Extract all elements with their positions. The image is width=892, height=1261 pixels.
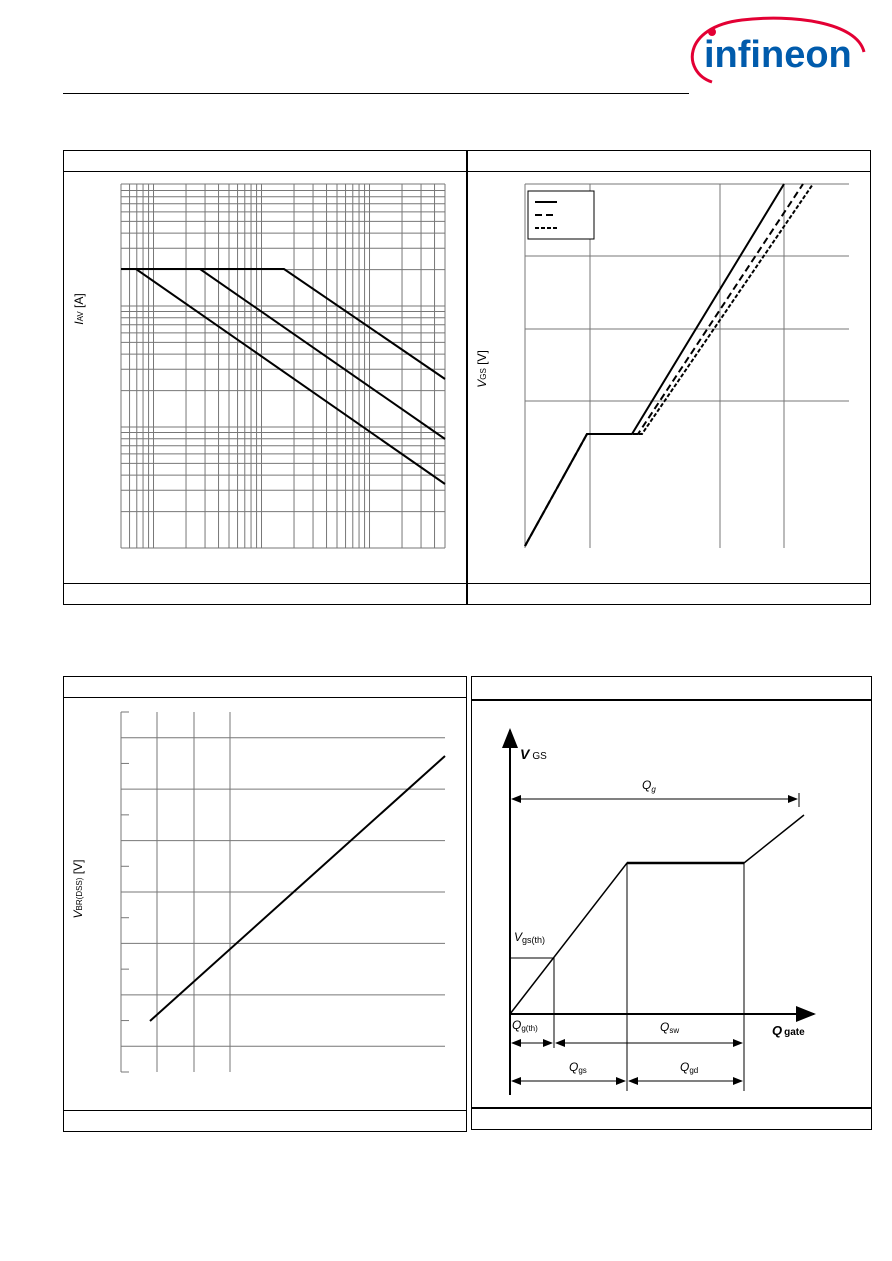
y-axis-label: IAV [A] xyxy=(72,293,86,325)
vgs-axis-label: V GS xyxy=(520,746,547,762)
y-axis-label: VGS [V] xyxy=(475,350,489,388)
qsw-label: Qsw xyxy=(660,1020,680,1035)
panel-avalanche-current xyxy=(63,150,467,605)
panel-breakdown-voltage xyxy=(63,676,467,1132)
header-rule xyxy=(63,93,689,94)
panel-gate-charge-diagram xyxy=(471,676,872,1130)
avalanche-series-1 xyxy=(121,269,445,484)
qgth-label: Qg(th) xyxy=(512,1018,538,1033)
avalanche-chart xyxy=(64,151,468,606)
y-axis-label: VBR(DSS) [V] xyxy=(71,859,85,919)
qgd-label: Qgd xyxy=(680,1060,699,1075)
qgate-axis-label: Q gate xyxy=(772,1023,805,1038)
logo-wordmark: infineon xyxy=(704,34,852,76)
panel-gate-charge xyxy=(467,150,871,605)
infineon-logo xyxy=(682,12,872,96)
gate-charge-chart xyxy=(468,151,872,606)
gate-charge-diagram xyxy=(472,677,873,1131)
qgs-label: Qgs xyxy=(569,1060,587,1075)
avalanche-series-3 xyxy=(121,269,445,379)
vgsth-label: Vgs(th) xyxy=(514,930,546,945)
breakdown-chart xyxy=(64,677,468,1133)
qg-label: $Q_g$ xyxy=(642,778,656,794)
